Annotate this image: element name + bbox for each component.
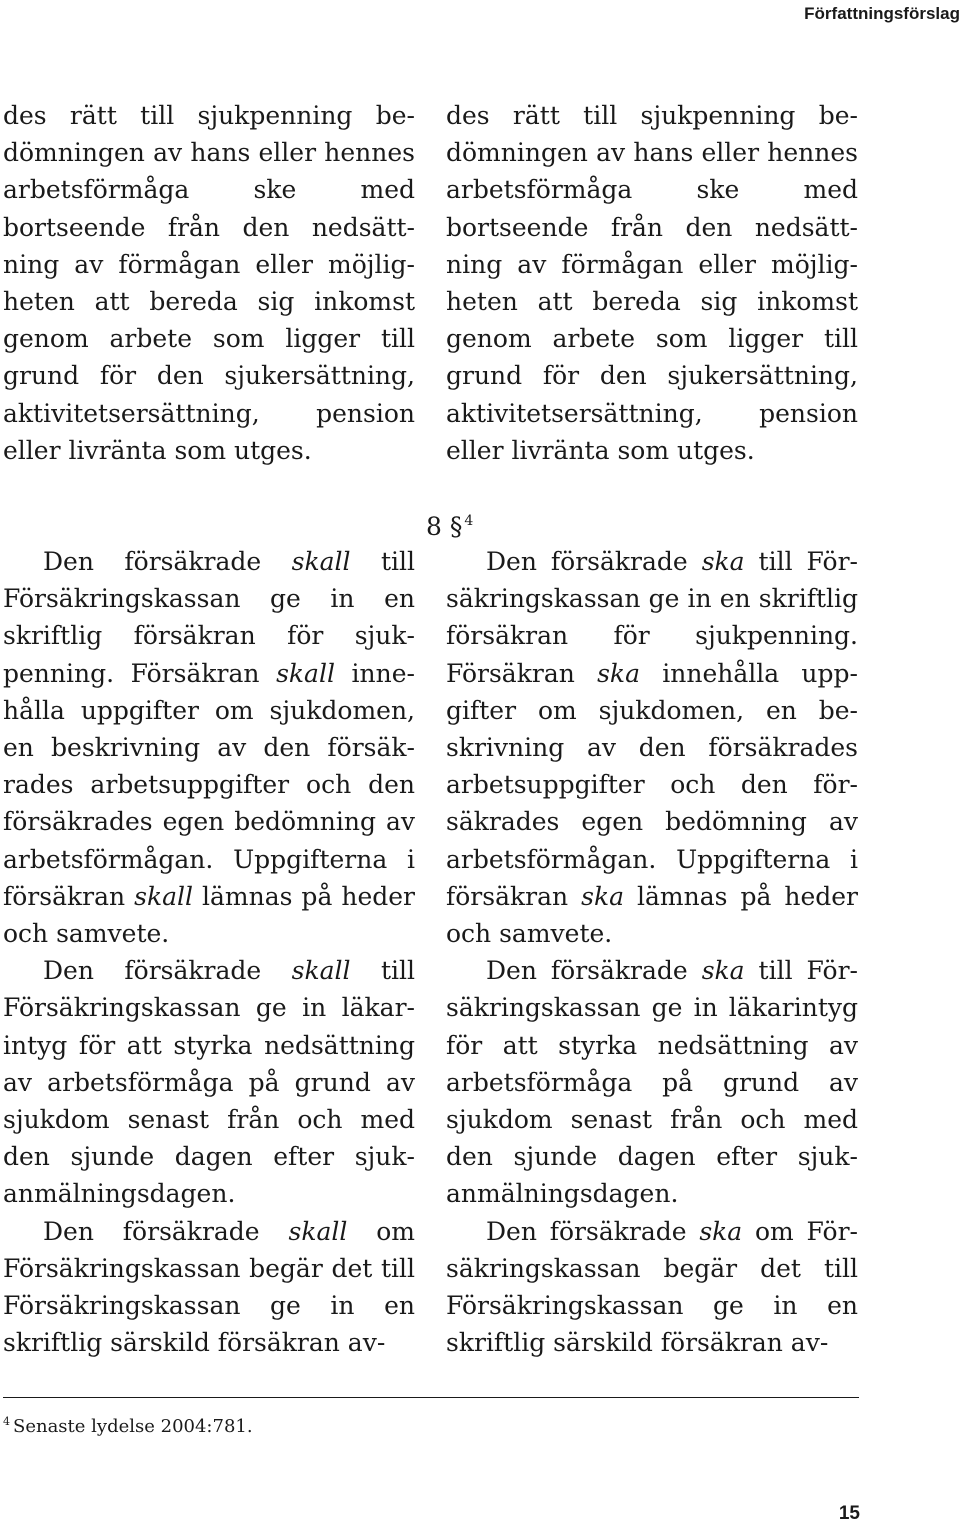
text-run: Den försäkrade — [486, 547, 702, 576]
text-run: Den försäkrade — [486, 956, 702, 986]
text-run: om Försäkringskassan begär det till Försäkringskassan ge in en skriftlig särskild försäkran av- — [446, 1216, 858, 1358]
emphasis: skall — [288, 1216, 348, 1246]
running-header: Författningsförslag — [804, 4, 960, 23]
text-run: till Försäkringskassan ge in läkarintyg för att styrka nedsättning av arbetsförmåga på grund av sjukdom senast från och med den sjunde dagen efter sjukanmälningsdagen. — [446, 956, 858, 1209]
emphasis: skall — [134, 881, 193, 911]
section-footnote-ref: 4 — [464, 513, 474, 529]
footnote — [3, 1410, 253, 1439]
page-number: 15 — [838, 1503, 860, 1524]
emphasis: ska — [581, 881, 624, 911]
old-paragraph-2 — [3, 952, 415, 1212]
text-run: Den försäkrade — [43, 1216, 289, 1246]
text-run: lämnas på heder och samvete. — [446, 881, 858, 949]
emphasis: skall — [276, 658, 335, 688]
text-run: till Försäkringskassan ge in en skriftlig försäkran för sjukpenning. Försäkran — [446, 547, 858, 688]
footnote-divider — [3, 1397, 859, 1398]
text-run: Den försäkrade — [43, 956, 292, 986]
new-paragraph-continuation: des rätt till sjukpenning bedömningen av hans eller hennes arbetsförmåga ske med bortseende från den nedsättning av förmågan eller möjligheten att bereda sig inkomst genom arbete som ligger till grund för den sjukersättning, aktivitetsersättning, pension eller livränta som utges. — [446, 101, 858, 465]
old-text-section — [3, 543, 415, 1361]
emphasis: ska — [597, 658, 640, 688]
new-paragraph-2 — [446, 952, 858, 1212]
new-text-continuation — [446, 97, 858, 469]
old-text-continuation — [3, 97, 415, 469]
old-paragraph-1 — [3, 543, 415, 952]
text-run: Den försäkrade — [486, 1216, 700, 1246]
text-run: innehålla uppgifter om sjukdomen, en beskrivning av den försäkrades arbetsuppgifter och den försäkrades egen bedömning av arbetsförmågan. Uppgifterna i försäkran — [446, 658, 858, 911]
new-paragraph-3 — [446, 1213, 858, 1362]
emphasis: ska — [699, 1216, 743, 1246]
emphasis: ska — [701, 547, 745, 576]
section-number: 8 § — [426, 512, 463, 541]
new-text-section — [446, 543, 858, 1361]
new-paragraph-1 — [446, 543, 858, 952]
emphasis: ska — [701, 956, 745, 986]
emphasis: skall — [291, 956, 351, 986]
text-run: Den försäkrade — [43, 547, 292, 576]
old-paragraph-continuation: des rätt till sjukpenning bedömningen av hans eller hennes arbetsförmåga ske med bortseende från den nedsättning av förmågan eller möjligheten att bereda sig inkomst genom arbete som ligger till grund för den sjukersättning, aktivitetsersättning, pension eller livränta som utges. — [3, 101, 415, 465]
text-run: till Försäkringskassan ge in läkarintyg för att styrka nedsättning av arbetsförmåga på grund av sjukdom senast från och med den sjunde dagen efter sjukanmälningsdagen. — [3, 956, 415, 1209]
emphasis: skall — [291, 547, 351, 576]
text-run: till Försäkringskassan ge in en skriftlig försäkran för sjukpenning. Försäkran — [3, 547, 415, 688]
footnote-text: Senaste lydelse 2004:781. — [13, 1416, 253, 1437]
section-heading — [426, 503, 473, 545]
footnote-number: 4 — [3, 1415, 10, 1428]
old-paragraph-3 — [3, 1213, 415, 1362]
text-run: innehålla uppgifter om sjukdomen, en beskrivning av den försäkrades arbetsuppgifter och den försäkrades egen bedömning av arbetsförmågan. Uppgifterna i försäkran — [3, 658, 415, 911]
text-run: om Försäkringskassan begär det till Försäkringskassan ge in en skriftlig särskild försäkran av- — [3, 1216, 415, 1358]
text-run: lämnas på heder och samvete. — [3, 881, 415, 949]
